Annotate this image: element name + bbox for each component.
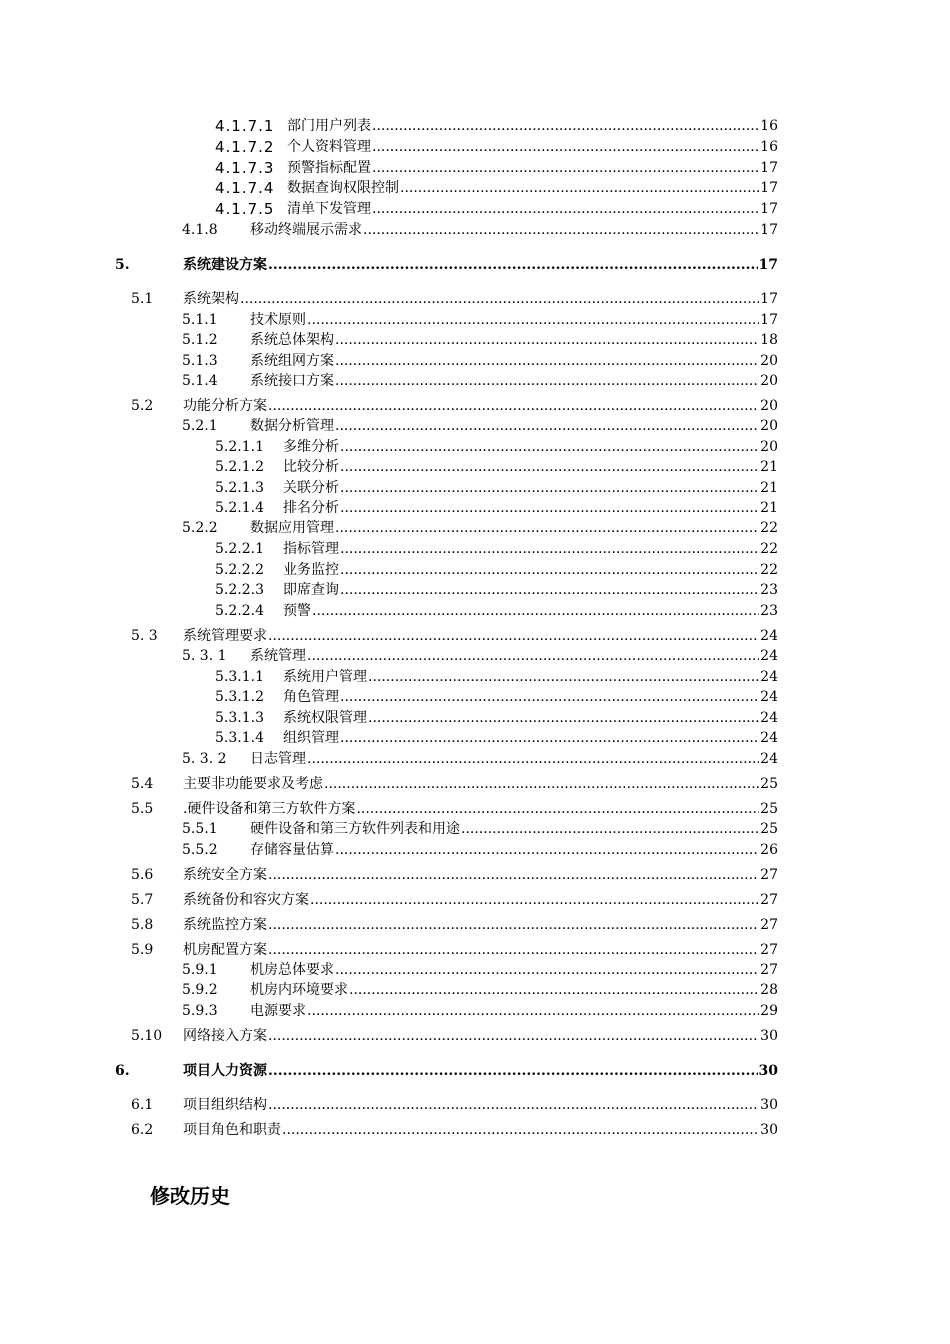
toc-entry-page: 30 <box>760 1097 778 1113</box>
toc-entry-number: 5.2.1.1 <box>215 439 264 455</box>
dot-leader <box>372 116 759 136</box>
toc-entry-title: 系统管理 <box>250 648 306 664</box>
toc-entry-page: 25 <box>760 821 778 837</box>
toc-entry[interactable] <box>0 437 778 457</box>
toc-entry-title: 存储容量估算 <box>250 842 334 858</box>
toc-entry-number: 5.8 <box>131 917 154 933</box>
toc-entry-number: 6.2 <box>131 1122 154 1138</box>
dot-leader <box>335 960 759 980</box>
toc-entry[interactable] <box>0 728 778 748</box>
toc-entry[interactable] <box>0 1001 778 1021</box>
toc-entry-title: 系统权限管理 <box>283 710 367 726</box>
toc-entry[interactable] <box>0 774 778 794</box>
toc-entry-title: 预警指标配置 <box>287 160 371 176</box>
dot-leader <box>312 601 759 621</box>
toc-entry-title: 功能分析方案 <box>183 398 267 414</box>
toc-entry-number: 5. 3. 1 <box>182 648 227 664</box>
dot-leader <box>307 1001 759 1021</box>
dot-leader <box>372 199 759 219</box>
toc-entry-title: 排名分析 <box>283 500 339 516</box>
toc-entry-page: 27 <box>760 917 778 933</box>
toc-entry-number: 5.3.1.2 <box>215 689 264 705</box>
toc-entry[interactable] <box>0 255 778 275</box>
toc-entry-title: 日志管理 <box>250 751 306 767</box>
dot-leader <box>335 351 759 371</box>
toc-entry-title: 技术原则 <box>250 312 306 328</box>
toc-entry-page: 17 <box>760 222 778 238</box>
toc-entry-page: 24 <box>760 710 778 726</box>
toc-entry-page: 28 <box>760 982 778 998</box>
toc-entry-page: 20 <box>760 418 778 434</box>
toc-entry-number: 5.4 <box>131 776 154 792</box>
toc-entry-title: 数据分析管理 <box>250 418 334 434</box>
dot-leader <box>324 774 759 794</box>
toc-entry-page: 24 <box>760 669 778 685</box>
toc-entry-title: 数据应用管理 <box>250 520 334 536</box>
toc-entry-page: 22 <box>760 541 778 557</box>
toc-entry-number: 5.2.1.2 <box>215 459 264 475</box>
toc-entry-title: 机房配置方案 <box>183 942 267 958</box>
toc-entry[interactable] <box>0 980 778 1000</box>
toc-entry-number: 5.2.2 <box>182 520 218 536</box>
toc-entry-number: 5.5.1 <box>182 821 218 837</box>
toc-entry-number: 5. <box>115 257 130 273</box>
toc-entry[interactable] <box>0 890 778 910</box>
toc-entry-title: 系统总体架构 <box>250 332 334 348</box>
toc-entry-page: 20 <box>760 398 778 414</box>
toc-entry[interactable] <box>0 457 778 477</box>
toc-entry-page: 20 <box>760 439 778 455</box>
dot-leader <box>340 457 759 477</box>
toc-entry[interactable] <box>0 865 778 885</box>
toc-entry[interactable] <box>0 1026 778 1046</box>
toc-entry-number: 5. 3 <box>131 628 158 644</box>
toc-entry-title: 系统备份和容灾方案 <box>183 892 309 908</box>
toc-entry-title: 系统安全方案 <box>183 867 267 883</box>
toc-entry-page: 22 <box>760 520 778 536</box>
toc-entry-page: 30 <box>760 1122 778 1138</box>
toc-entry[interactable] <box>0 137 778 157</box>
toc-entry[interactable] <box>0 396 778 416</box>
toc-entry-number: 5.2 <box>131 398 154 414</box>
toc-entry-title: 组织管理 <box>283 730 339 746</box>
toc-entry-page: 17 <box>760 160 778 176</box>
toc-entry-page: 20 <box>760 373 778 389</box>
toc-entry[interactable] <box>0 518 778 538</box>
toc-entry-title: 预警 <box>283 603 311 619</box>
toc-entry-title: 个人资料管理 <box>287 139 371 155</box>
toc-entry-number: 5.5 <box>131 801 154 817</box>
toc-entry-page: 27 <box>760 962 778 978</box>
dot-leader <box>368 667 759 687</box>
toc-entry-page: 18 <box>760 332 778 348</box>
toc-entry-number: 5.1.1 <box>182 312 218 328</box>
toc-entry-number: 4.1.7.1 <box>215 117 275 135</box>
toc-entry-number: 6. <box>115 1063 130 1079</box>
toc-entry-page: 25 <box>760 801 778 817</box>
toc-entry-title: 即席查询 <box>283 582 339 598</box>
dot-leader <box>340 560 759 580</box>
toc-entry-title: 主要非功能要求及考虑 <box>183 776 323 792</box>
toc-entry-title: 数据查询权限控制 <box>287 180 399 196</box>
toc-entry-page: 26 <box>760 842 778 858</box>
toc-entry[interactable] <box>0 560 778 580</box>
toc-entry[interactable] <box>0 498 778 518</box>
toc-entry-number: 5.3.1.1 <box>215 669 264 685</box>
toc-entry[interactable] <box>0 351 778 371</box>
toc-entry-title: 指标管理 <box>283 541 339 557</box>
dot-leader <box>307 310 759 330</box>
dot-leader <box>240 289 759 309</box>
toc-entry[interactable] <box>0 178 778 198</box>
dot-leader <box>400 178 759 198</box>
toc-entry[interactable] <box>0 1120 778 1140</box>
dot-leader <box>340 539 759 559</box>
toc-entry-number: 5.2.1.3 <box>215 480 264 496</box>
toc-entry-title: 系统监控方案 <box>183 917 267 933</box>
dot-leader <box>268 940 759 960</box>
dot-leader <box>372 137 759 157</box>
toc-entry-number: 4.1.7.2 <box>215 138 275 156</box>
toc-entry-title: 系统组网方案 <box>250 353 334 369</box>
toc-entry-number: 5.3.1.3 <box>215 710 264 726</box>
toc-entry-page: 27 <box>760 867 778 883</box>
dot-leader <box>268 396 759 416</box>
toc-entry-number: 5.1.4 <box>182 373 218 389</box>
dot-leader <box>363 220 759 240</box>
dot-leader <box>340 687 759 707</box>
toc-entry-number: 5.1.2 <box>182 332 218 348</box>
toc-entry[interactable] <box>0 371 778 391</box>
dot-leader <box>307 646 759 666</box>
toc-entry[interactable] <box>0 580 778 600</box>
toc-entry[interactable] <box>0 799 778 819</box>
toc-entry[interactable] <box>0 416 778 436</box>
toc-entry[interactable] <box>0 687 778 707</box>
toc-entry[interactable] <box>0 310 778 330</box>
toc-entry[interactable] <box>0 819 778 839</box>
dot-leader <box>356 799 759 819</box>
toc-entry-page: 21 <box>760 500 778 516</box>
toc-entry-number: 4.1.7.3 <box>215 159 275 177</box>
toc-entry-title: 机房内环境要求 <box>250 982 348 998</box>
toc-entry-title: 比较分析 <box>283 459 339 475</box>
dot-leader <box>268 1095 759 1115</box>
toc-entry-page: 17 <box>760 180 778 196</box>
toc-entry-number: 4.1.7.4 <box>215 179 275 197</box>
toc-entry-page: 17 <box>760 312 778 328</box>
toc-entry-title: 关联分析 <box>283 480 339 496</box>
toc-entry-title: 清单下发管理 <box>287 201 371 217</box>
toc-entry-number: 5.9.2 <box>182 982 218 998</box>
toc-entry-title: 系统建设方案 <box>183 257 267 273</box>
toc-entry-number: 5.2.2.2 <box>215 562 264 578</box>
toc-entry-title: 电源要求 <box>250 1003 306 1019</box>
toc-entry[interactable] <box>0 667 778 687</box>
dot-leader <box>335 518 759 538</box>
toc-entry-page: 24 <box>760 628 778 644</box>
toc-entry-page: 17 <box>760 291 778 307</box>
toc-entry-page: 21 <box>760 459 778 475</box>
toc-entry-page: 27 <box>760 892 778 908</box>
toc-entry-title: 硬件设备和第三方软件列表和用途 <box>250 821 460 837</box>
dot-leader <box>268 865 759 885</box>
toc-entry-number: 4.1.8 <box>182 222 218 238</box>
dot-leader <box>340 498 759 518</box>
toc-entry[interactable] <box>0 539 778 559</box>
toc-entry-page: 30 <box>758 1063 778 1079</box>
toc-entry-title: 系统管理要求 <box>183 628 267 644</box>
toc-entry-page: 17 <box>758 257 778 273</box>
toc-entry[interactable] <box>0 646 778 666</box>
dot-leader <box>340 580 759 600</box>
dot-leader <box>268 626 759 646</box>
toc-entry-number: 5.9 <box>131 942 154 958</box>
toc-entry-page: 24 <box>760 689 778 705</box>
toc-entry[interactable] <box>0 330 778 350</box>
toc-entry-number: 5.10 <box>131 1028 163 1044</box>
dot-leader <box>340 478 759 498</box>
toc-entry-page: 17 <box>760 201 778 217</box>
toc-entry-page: 29 <box>760 1003 778 1019</box>
toc-entry-number: 5.5.2 <box>182 842 218 858</box>
toc-entry-number: 5.2.1.4 <box>215 500 264 516</box>
toc-entry-page: 24 <box>760 751 778 767</box>
dot-leader <box>340 437 759 457</box>
toc-entry-title: 系统接口方案 <box>250 373 334 389</box>
toc-entry-page: 16 <box>760 118 778 134</box>
toc-entry-title: 业务监控 <box>283 562 339 578</box>
toc-entry-page: 16 <box>760 139 778 155</box>
toc-entry[interactable] <box>0 626 778 646</box>
toc-entry-title: .硬件设备和第三方软件方案 <box>183 801 356 817</box>
toc-entry-number: 5. 3. 2 <box>182 751 227 767</box>
toc-entry[interactable] <box>0 749 778 769</box>
dot-leader <box>349 980 759 1000</box>
toc-entry[interactable] <box>0 840 778 860</box>
dot-leader <box>310 890 759 910</box>
toc-entry-title: 移动终端展示需求 <box>250 222 362 238</box>
dot-leader <box>268 255 758 275</box>
toc-entry-title: 部门用户列表 <box>287 118 371 134</box>
toc-entry-number: 5.9.3 <box>182 1003 218 1019</box>
toc-entry-title: 系统用户管理 <box>283 669 367 685</box>
toc-entry[interactable] <box>0 915 778 935</box>
dot-leader <box>268 915 759 935</box>
toc-entry-number: 5.2.2.1 <box>215 541 264 557</box>
dot-leader <box>282 1120 759 1140</box>
toc-entry-page: 27 <box>760 942 778 958</box>
toc-entry[interactable] <box>0 960 778 980</box>
dot-leader <box>335 371 759 391</box>
toc-entry[interactable] <box>0 601 778 621</box>
toc-entry-title: 机房总体要求 <box>250 962 334 978</box>
toc-entry[interactable] <box>0 116 778 136</box>
toc-entry-number: 5.9.1 <box>182 962 218 978</box>
toc-entry[interactable] <box>0 289 778 309</box>
toc-entry-number: 5.2.1 <box>182 418 218 434</box>
dot-leader <box>372 158 759 178</box>
dot-leader <box>268 1026 759 1046</box>
dot-leader <box>335 416 759 436</box>
toc-entry[interactable] <box>0 940 778 960</box>
toc-entry[interactable] <box>0 1061 778 1081</box>
toc-entry[interactable] <box>0 220 778 240</box>
toc-entry[interactable] <box>0 708 778 728</box>
toc-entry-page: 30 <box>760 1028 778 1044</box>
toc-entry-page: 25 <box>760 776 778 792</box>
toc-entry[interactable] <box>0 1095 778 1115</box>
dot-leader <box>335 840 759 860</box>
toc-entry-page: 24 <box>760 648 778 664</box>
toc-entry-title: 角色管理 <box>283 689 339 705</box>
toc-entry-number: 5.1.3 <box>182 353 218 369</box>
toc-entry-number: 5.2.2.3 <box>215 582 264 598</box>
dot-leader <box>340 728 759 748</box>
toc-entry-number: 4.1.7.5 <box>215 200 275 218</box>
toc-entry[interactable] <box>0 158 778 178</box>
toc-entry-title: 项目组织结构 <box>183 1097 267 1113</box>
toc-entry-number: 5.6 <box>131 867 154 883</box>
toc-entry-title: 多维分析 <box>283 439 339 455</box>
toc-entry-title: 项目角色和职责 <box>183 1122 281 1138</box>
toc-entry-number: 5.1 <box>131 291 154 307</box>
toc-entry-page: 21 <box>760 480 778 496</box>
section-heading: 修改历史 <box>150 1184 230 1208</box>
toc-entry-page: 20 <box>760 353 778 369</box>
toc-entry-number: 6.1 <box>131 1097 154 1113</box>
toc-entry-page: 22 <box>760 562 778 578</box>
toc-entry-title: 项目人力资源 <box>183 1063 267 1079</box>
toc-entry-page: 23 <box>760 582 778 598</box>
toc-entry-number: 5.3.1.4 <box>215 730 264 746</box>
dot-leader <box>268 1061 758 1081</box>
toc-entry-page: 23 <box>760 603 778 619</box>
dot-leader <box>368 708 759 728</box>
toc-entry-number: 5.7 <box>131 892 154 908</box>
dot-leader <box>461 819 759 839</box>
toc-entry-page: 24 <box>760 730 778 746</box>
toc-entry[interactable] <box>0 199 778 219</box>
toc-entry-title: 系统架构 <box>183 291 239 307</box>
toc-entry[interactable] <box>0 478 778 498</box>
dot-leader <box>335 330 759 350</box>
toc-entry-title: 网络接入方案 <box>183 1028 267 1044</box>
toc-entry-number: 5.2.2.4 <box>215 603 264 619</box>
dot-leader <box>307 749 759 769</box>
